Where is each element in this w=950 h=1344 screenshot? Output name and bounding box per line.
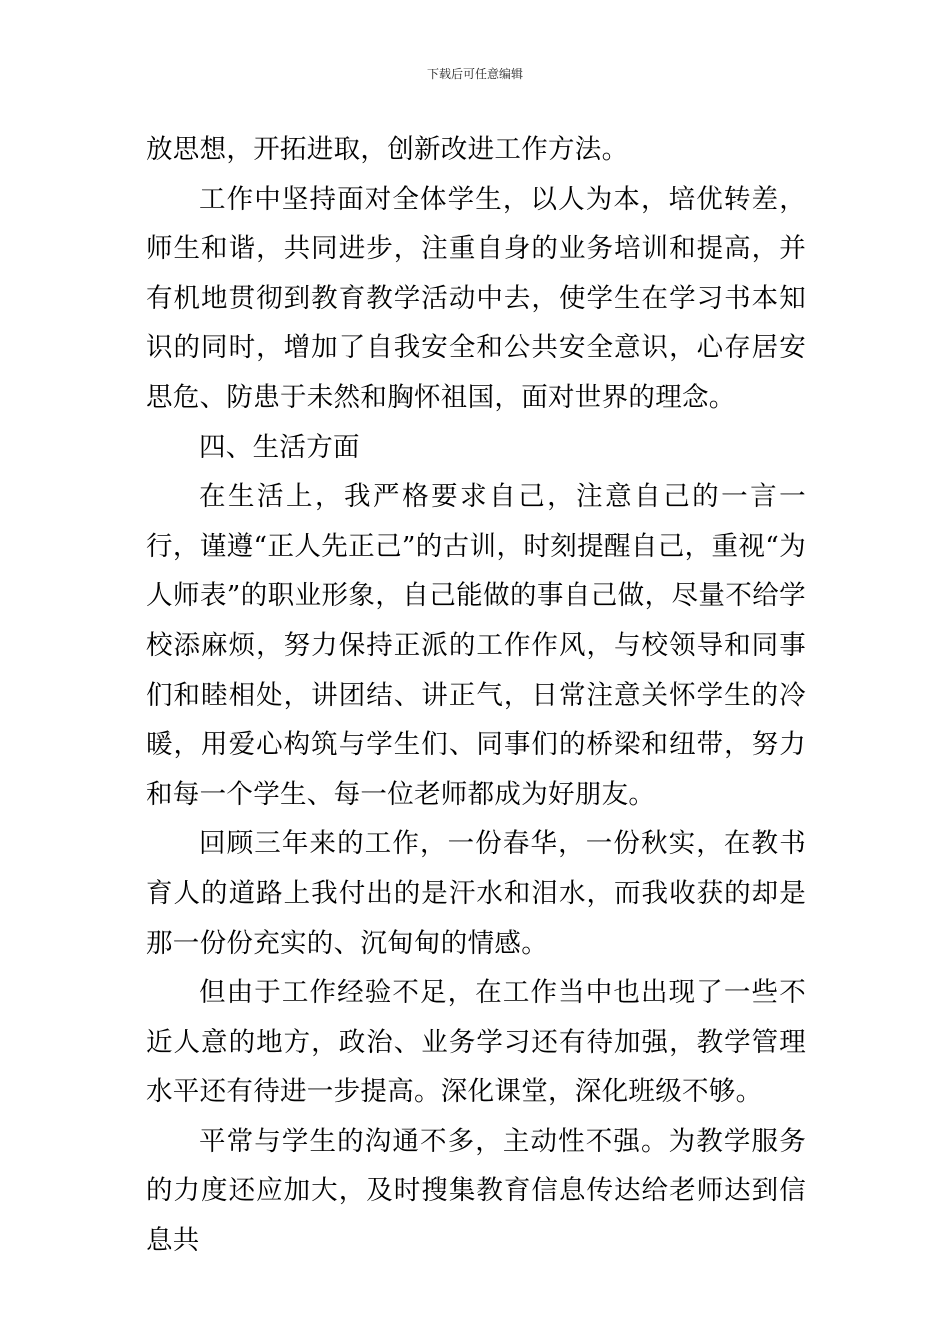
section-heading-life: 四、生活方面 [199, 431, 360, 463]
paragraph-4: 在生活上，我严格要求自己，注意自己的一言一行，谨遵“正人先正己”的古训，时刻提醒自己，重视“为人师表”的职业形象，自己能做的事自己做，尽量不给学校添麻烦，努力保持正派的工作作风，与校领导和同事们和睦相处，讲团结、讲正气，日常注意关怀学生的冷暖，用爱心构筑与学生们、同事们的桥梁和纽带，努力和每一个学生、每一位老师都成为好朋友。 [146, 481, 806, 810]
paragraph-1: 放思想，开拓进取，创新改进工作方法。 [146, 134, 629, 165]
paragraph-2: 工作中坚持面对全体学生，以人为本，培优转差，师生和谐，共同进步，注重自身的业务培训和提高，并有机地贯彻到教育教学活动中去，使学生在学习书本知识的同时，增加了自我安全和公共安全意识，心存居安思危、防患于未然和胸怀祖国，面对世界的理念。 [146, 183, 806, 413]
paragraph-6: 但由于工作经验不足，在工作当中也出现了一些不近人意的地方，政治、业务学习还有待加强，教学管理水平还有待进一步提高。深化课堂，深化班级不够。 [146, 977, 806, 1108]
page-header: 下载后可任意编辑 [426, 67, 523, 81]
paragraph-5: 回顾三年来的工作，一份春华，一份秋实，在教书育人的道路上我付出的是汗水和泪水，而我收获的却是那一份份充实的、沉甸甸的情感。 [146, 828, 806, 959]
document-body [146, 125, 806, 1266]
paragraph-7: 平常与学生的沟通不多，主动性不强。为教学服务的力度还应加大，及时搜集教育信息传达给老师达到信息共 [146, 1125, 806, 1257]
